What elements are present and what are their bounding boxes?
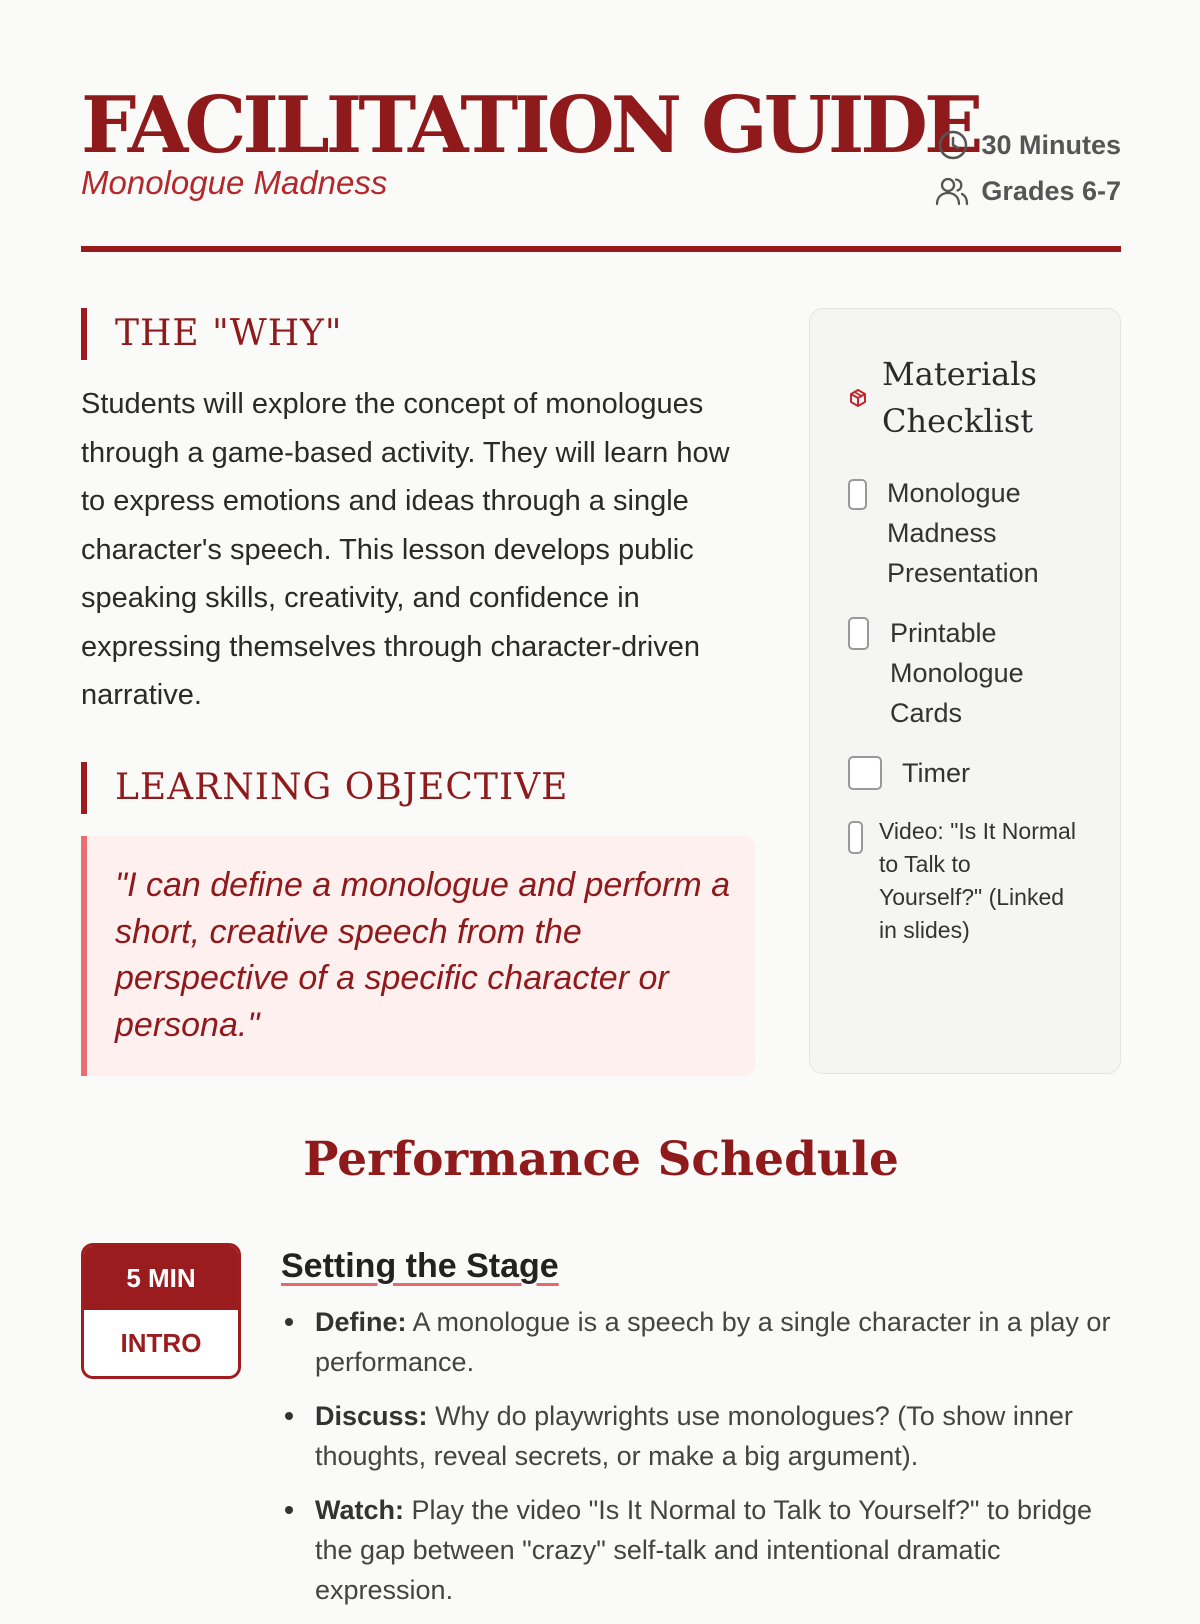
checkbox[interactable] xyxy=(848,821,863,854)
lesson-meta xyxy=(935,122,1121,214)
bullet-text: A monologue is a speech by a single character in a play or performance. xyxy=(315,1307,1111,1377)
page-title: FACILITATION GUIDE xyxy=(81,80,980,171)
list-item xyxy=(281,1396,1121,1476)
duration-info xyxy=(935,122,1121,168)
bullet-term: Define: xyxy=(315,1307,407,1337)
grades-label: Grades 6-7 xyxy=(981,175,1121,206)
checklist-item[interactable] xyxy=(848,815,1079,947)
materials-checklist xyxy=(809,308,1121,1074)
schedule-title: Performance Schedule xyxy=(303,1132,899,1187)
bullet-term: Watch: xyxy=(315,1495,404,1525)
bullet-text: Why do playwrights use monologues? (To show inner thoughts, reveal secrets, or make a big argument). xyxy=(315,1401,1073,1471)
checklist-label: Monologue Madness Presentation xyxy=(887,478,1039,588)
materials-header xyxy=(848,351,1082,445)
why-text: Students will explore the concept of monologues through a game-based activity. They will learn how to express emotions and ideas through a single character's speech. This lesson develops public speaking skills, creativity, and confidence in expressing themselves through character-driven narrative. xyxy=(81,388,730,711)
time-badge xyxy=(81,1243,241,1379)
why-heading: THE "WHY" xyxy=(81,308,761,360)
header-divider xyxy=(81,246,1121,252)
checklist-label: Video: "Is It Normal to Talk to Yourself?" (Linked in slides) xyxy=(879,818,1076,943)
bullet-text: Play the video "Is It Normal to Talk to Yourself?" to bridge the gap between "crazy" self-talk and intentional dramatic expression. xyxy=(315,1495,1093,1605)
time-phase: INTRO xyxy=(120,1327,202,1358)
duration-label: 30 Minutes xyxy=(981,129,1121,160)
checklist-item[interactable] xyxy=(848,753,970,793)
checklist-label: Printable Monologue Cards xyxy=(890,618,1024,728)
checklist-item[interactable] xyxy=(848,613,1060,733)
checklist-item[interactable] xyxy=(848,473,1077,593)
objective-quote: "I can define a monologue and perform a short, creative speech from the perspective of a specific character or persona." xyxy=(115,866,731,1044)
bullet-term: Discuss: xyxy=(315,1401,428,1431)
time-duration: 5 MIN xyxy=(84,1246,238,1310)
guide-header xyxy=(81,78,1121,254)
list-item xyxy=(281,1302,1121,1382)
materials-title: Materials Checklist xyxy=(882,355,1037,440)
step-title: Setting the Stage xyxy=(281,1247,559,1285)
lesson-subtitle: Monologue Madness xyxy=(81,164,388,201)
clock-icon xyxy=(937,129,969,161)
step-bullets xyxy=(281,1302,1121,1624)
package-icon xyxy=(848,388,868,408)
checkbox[interactable] xyxy=(848,479,867,510)
grades-info xyxy=(935,168,1121,214)
checkbox[interactable] xyxy=(848,756,882,790)
objective-heading: LEARNING OBJECTIVE xyxy=(81,762,761,814)
users-icon xyxy=(935,175,969,207)
list-item xyxy=(281,1490,1121,1610)
checklist-label: Timer xyxy=(902,758,970,788)
objective-callout xyxy=(81,836,755,1076)
checkbox[interactable] xyxy=(848,617,869,650)
